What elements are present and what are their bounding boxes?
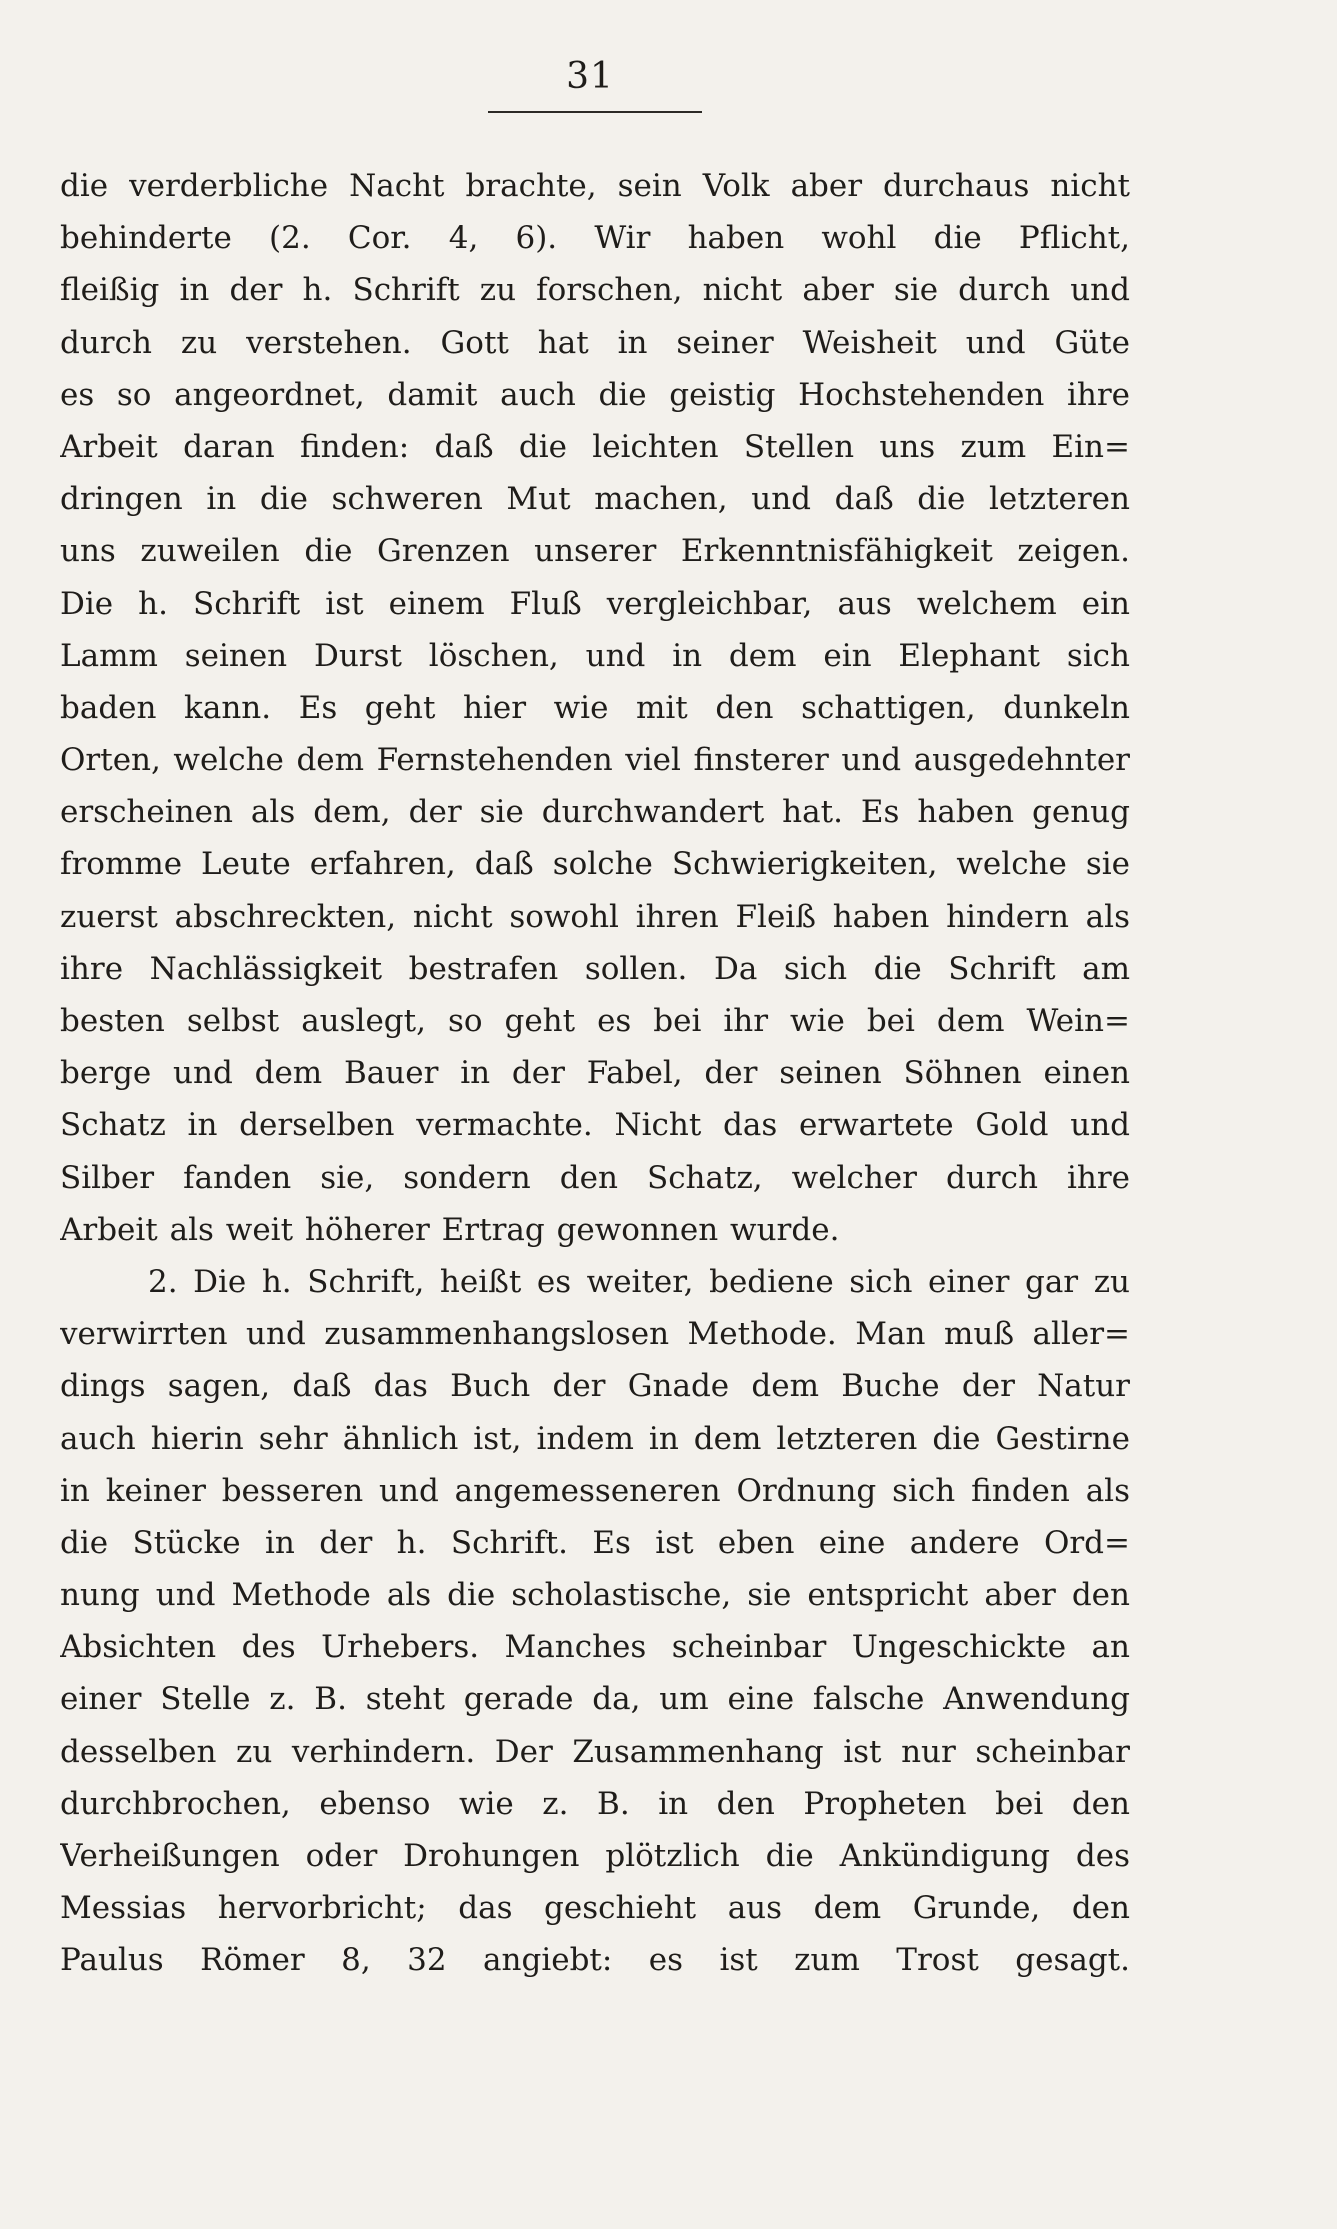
text-line: behinderte (2. Cor. 4, 6). Wir haben wohl die Pflicht, bbox=[60, 220, 1130, 257]
page-number: 31 bbox=[566, 56, 614, 97]
text-line: Absichten des Urhebers. Manches scheinbar Ungeschickte an bbox=[60, 1629, 1130, 1666]
text-line: verwirrten und zusammenhangslosen Methode. Man muß aller= bbox=[60, 1316, 1130, 1353]
body-text bbox=[60, 160, 1130, 1987]
text-line: die verderbliche Nacht brachte, sein Volk aber durchaus nicht bbox=[60, 168, 1130, 204]
text-line: uns zuweilen die Grenzen unserer Erkenntnisfähigkeit zeigen. bbox=[60, 533, 1130, 570]
text-line: ihre Nachlässigkeit bestrafen sollen. Da sich die Schrift am bbox=[60, 950, 1130, 987]
text-line: Verheißungen oder Drohungen plötzlich die Ankündigung des bbox=[60, 1838, 1130, 1874]
text-line: Paulus Römer 8, 32 angiebt: es ist zum Trost gesagt. bbox=[60, 1942, 1130, 1979]
text-line: Orten, welche dem Fernstehenden viel finsterer und ausgedehnter bbox=[60, 742, 1130, 779]
text-line: zuerst abschreckten, nicht sowohl ihren Fleiß haben hindern als bbox=[60, 898, 1130, 935]
paragraph-start-line: 2. Die h. Schrift, heißt es weiter, bediene sich einer gar zu bbox=[148, 1263, 1130, 1300]
text-line: einer Stelle z. B. steht gerade da, um eine falsche Anwendung bbox=[60, 1681, 1130, 1718]
header-rule bbox=[488, 111, 702, 113]
text-line: Lamm seinen Durst löschen, und in dem ein Elephant sich bbox=[60, 637, 1130, 674]
text-line: besten selbst auslegt, so geht es bei ihr wie bei dem Wein= bbox=[60, 1003, 1130, 1039]
text-line: die Stücke in der h. Schrift. Es ist eben eine andere Ord= bbox=[60, 1524, 1130, 1561]
text-line: nung und Methode als die scholastische, sie entspricht aber den bbox=[60, 1577, 1130, 1614]
text-line: es so angeordnet, damit auch die geistig Hochstehenden ihre bbox=[60, 376, 1130, 413]
text-line: durch zu verstehen. Gott hat in seiner Weisheit und Güte bbox=[60, 324, 1130, 361]
text-line: dings sagen, daß das Buch der Gnade dem Buche der Natur bbox=[60, 1368, 1130, 1405]
text-line: Messias hervorbricht; das geschieht aus dem Grunde, den bbox=[60, 1890, 1130, 1927]
text-line: Arbeit daran finden: daß die leichten Stellen uns zum Ein= bbox=[60, 428, 1130, 465]
text-line: desselben zu verhindern. Der Zusammenhang ist nur scheinbar bbox=[60, 1733, 1130, 1770]
text-line: Silber fanden sie, sondern den Schatz, welcher durch ihre bbox=[60, 1159, 1130, 1196]
text-line: Schatz in derselben vermachte. Nicht das erwartete Gold und bbox=[60, 1107, 1130, 1144]
text-line: baden kann. Es geht hier wie mit den schattigen, dunkeln bbox=[60, 689, 1130, 726]
paragraph-end-line: Arbeit als weit höherer Ertrag gewonnen wurde. bbox=[60, 1211, 840, 1248]
text-line: dringen in die schweren Mut machen, und daß die letzteren bbox=[60, 481, 1130, 518]
text-line: durchbrochen, ebenso wie z. B. in den Propheten bei den bbox=[60, 1785, 1130, 1822]
text-line: fromme Leute erfahren, daß solche Schwierigkeiten, welche sie bbox=[60, 846, 1130, 883]
text-line: Die h. Schrift ist einem Fluß vergleichbar, aus welchem ein bbox=[60, 585, 1130, 622]
text-line: erscheinen als dem, der sie durchwandert hat. Es haben genug bbox=[60, 794, 1130, 831]
text-line: auch hierin sehr ähnlich ist, indem in dem letzteren die Gestirne bbox=[60, 1420, 1130, 1457]
text-line: fleißig in der h. Schrift zu forschen, nicht aber sie durch und bbox=[60, 272, 1130, 309]
text-line: berge und dem Bauer in der Fabel, der seinen Söhnen einen bbox=[60, 1055, 1130, 1092]
text-line: in keiner besseren und angemesseneren Ordnung sich finden als bbox=[60, 1472, 1130, 1509]
